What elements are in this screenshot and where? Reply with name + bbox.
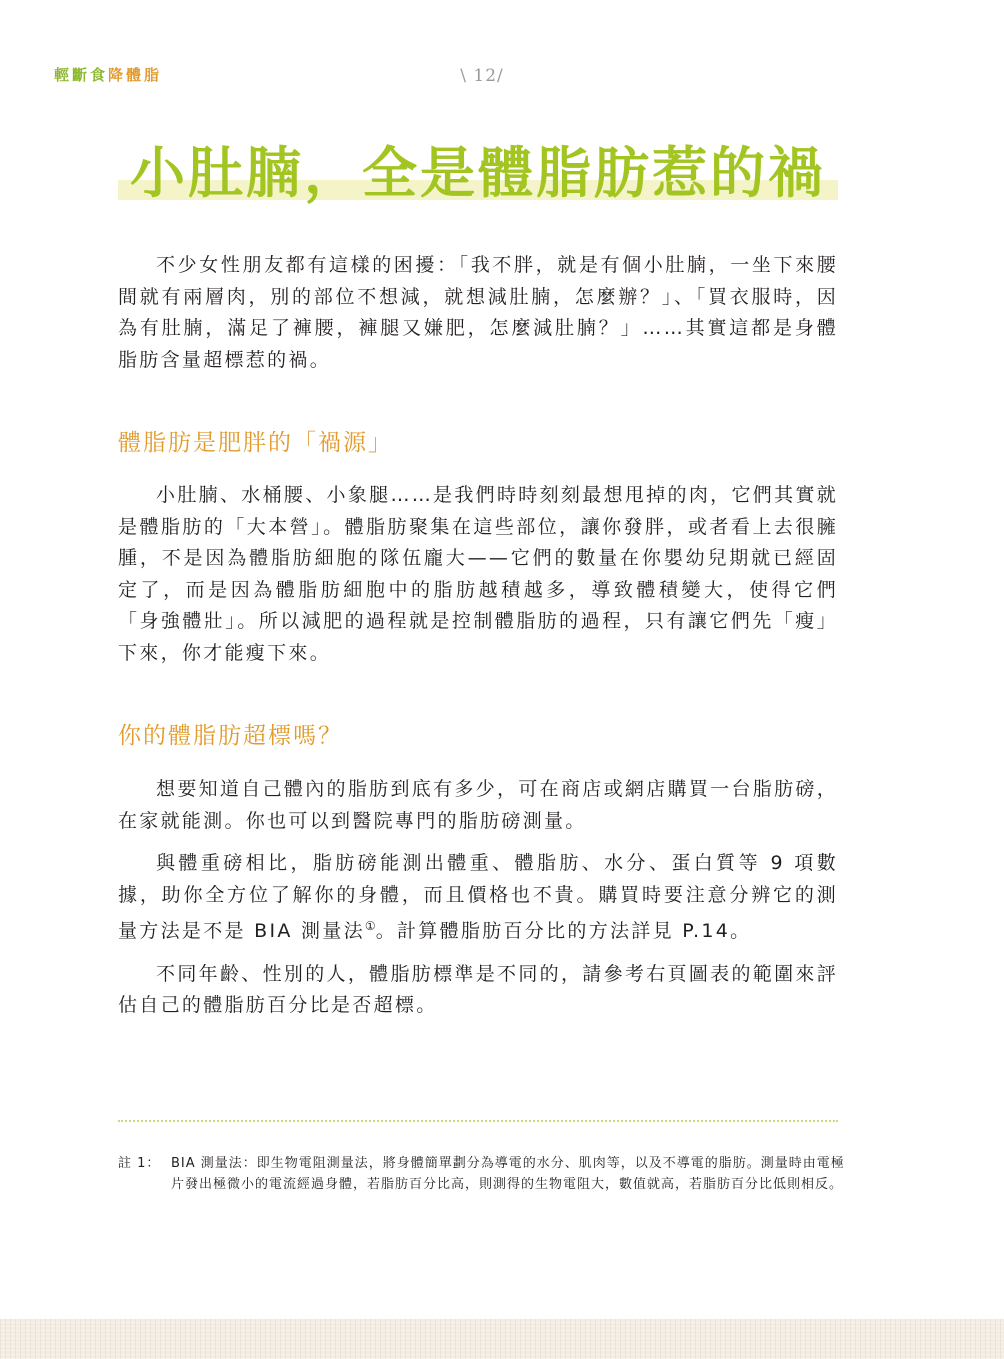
- article-body: [118, 250, 838, 1022]
- title-block: [118, 138, 838, 208]
- section-heading-fat-check: 你的體脂肪超標嗎？: [118, 723, 343, 749]
- footnote-marker: ①: [364, 919, 376, 933]
- page-title: 小肚腩，全是體脂肪惹的禍: [129, 140, 826, 205]
- intro-paragraph: 不少女性朋友都有這樣的困擾：「我不胖，就是有個小肚腩，一坐下來腰間就有兩層肉，別的部位不想減，就想減肚腩，怎麼辦？」、「買衣服時，因為有肚腩，滿足了褲腰，褲腿又嫌肥，怎麼減肚腩？」……其實這都是身體脂肪含量超標惹的禍。: [118, 254, 838, 371]
- section-heading-fat-source: 體脂肪是肥胖的「禍源」: [118, 430, 393, 456]
- footnote: [118, 1154, 848, 1195]
- paper-texture-strip: [0, 1319, 1004, 1359]
- paragraph-2-text: 與體重磅相比，脂肪磅能測出體重、體脂肪、水分、蛋白質等 9 項數據，助你全方位了解你的身體，而且價格也不貴。購買時要注意分辨它的測量方法是不是 BIA 測量法: [118, 852, 838, 942]
- brand-part-2: 降體脂: [108, 66, 163, 84]
- section-fat-check-paragraph-2: [118, 848, 838, 948]
- footnote-divider: [118, 1120, 838, 1122]
- footnote-label: 註 1：: [118, 1156, 161, 1171]
- footnote-text: BIA 測量法：即生物電阻測量法，將身體簡單劃分為導電的水分、肌肉等，以及不導電的脂肪。測量時由電極片發出極微小的電流經過身體，若脂肪百分比高，則測得的生物電阻大，數值就高，若脂肪百分比低則相反。: [171, 1156, 845, 1192]
- section-fat-check-paragraph-1: 想要知道自己體內的脂肪到底有多少，可在商店或網店購買一台脂肪磅，在家就能測。你也可以到醫院專門的脂肪磅測量。: [118, 778, 838, 832]
- paragraph-2-tail: 。計算體脂肪百分比的方法詳見 P.14。: [375, 920, 752, 942]
- section-fat-source-paragraph: 小肚腩、水桶腰、小象腿……是我們時時刻刻最想甩掉的肉，它們其實就是體脂肪的「大本營」。體脂肪聚集在這些部位，讓你發胖，或者看上去很臃腫，不是因為體脂肪細胞的隊伍龐大——它們的數量在你嬰幼兒期就已經固定了，而是因為體脂肪細胞中的脂肪越積越多，導致體積變大，使得它們「身強體壯」。所以減肥的過程就是控制體脂肪的過程，只有讓它們先「瘦」下來，你才能瘦下來。: [118, 484, 838, 664]
- section-fat-check-paragraph-3: 不同年齡、性別的人，體脂肪標準是不同的，請參考右頁圖表的範圍來評估自己的體脂肪百分比是否超標。: [118, 962, 838, 1016]
- brand-part-1: 輕斷食: [54, 66, 109, 84]
- page-number: \ 12/: [460, 66, 504, 86]
